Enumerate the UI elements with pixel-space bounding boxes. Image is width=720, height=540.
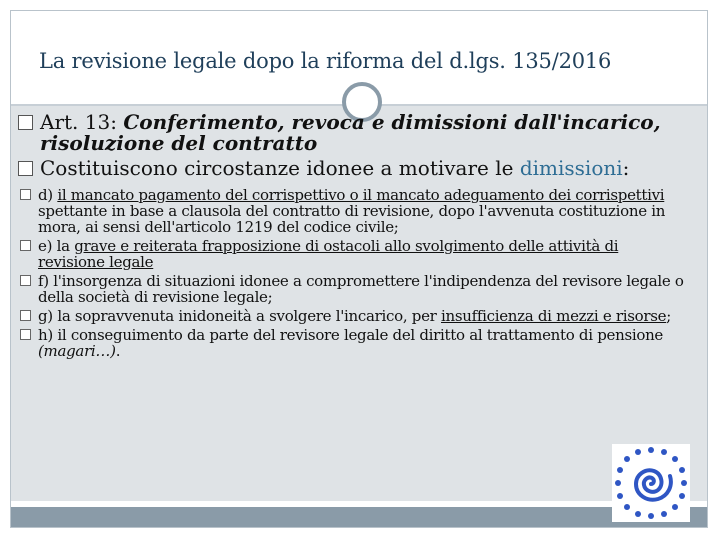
item-e-prefix: e) la (38, 237, 75, 255)
item-d-underlined: il mancato pagamento del corrispettivo o il mancato adeguamento dei corrispettivi (57, 186, 665, 204)
item-h-text: h) il conseguimento da parte del revisore legale del diritto al trattamento di pensione (38, 326, 664, 344)
item-f-text: f) l'insorgenza di situazioni idonee a compromettere l'indipendenza del revisore legale o della società di revisione legale; (38, 272, 684, 306)
bullet-circumstances (18, 158, 688, 179)
list-item-d (18, 187, 688, 235)
checkbox-bullet-icon (20, 189, 31, 200)
checkbox-bullet-icon (20, 310, 31, 321)
checkbox-bullet-icon (18, 161, 33, 176)
item-h-suffix: . (115, 342, 121, 360)
sub-bullet-list (18, 187, 688, 359)
list-item-e (18, 238, 688, 270)
checkbox-bullet-icon (20, 275, 31, 286)
dimissioni-accent: dimissioni (519, 156, 623, 180)
checkbox-bullet-icon (18, 115, 33, 130)
article-heading: Conferimento, revoca e dimissioni dall'incarico, risoluzione del contratto (40, 110, 661, 155)
item-g-suffix: ; (666, 307, 671, 325)
page-title: La revisione legale dopo la riforma del d.lgs. 135/2016 (39, 49, 612, 73)
article-prefix: Art. 13: (40, 110, 124, 134)
list-item-g (18, 308, 688, 324)
slide-content (18, 112, 688, 362)
circumstances-text: Costituiscono circostanze idonee a motivare le (40, 156, 520, 180)
spiral-logo-icon (612, 444, 690, 522)
checkbox-bullet-icon (20, 240, 31, 251)
item-g-text: g) la sopravvenuta inidoneità a svolgere l'incarico, per (38, 307, 442, 325)
bottom-bar (11, 507, 707, 527)
bullet-article (18, 112, 688, 154)
item-d-prefix: d) (38, 186, 58, 204)
item-g-underlined: insufficienza di mezzi e risorse (441, 307, 667, 325)
circumstances-suffix: : (622, 156, 630, 180)
checkbox-bullet-icon (20, 329, 31, 340)
list-item-h (18, 327, 688, 359)
item-e-underlined: grave e reiterata frapposizione di ostacoli allo svolgimento delle attività di revisione legale (38, 237, 619, 271)
item-d-rest: spettante in base a clausola del contratto di revisione, dopo l'avvenuta costituzione in mora, ai sensi dell'articolo 1219 del codice civile; (38, 202, 666, 236)
list-item-f (18, 273, 688, 305)
item-h-italic: (magari…) (38, 342, 116, 360)
